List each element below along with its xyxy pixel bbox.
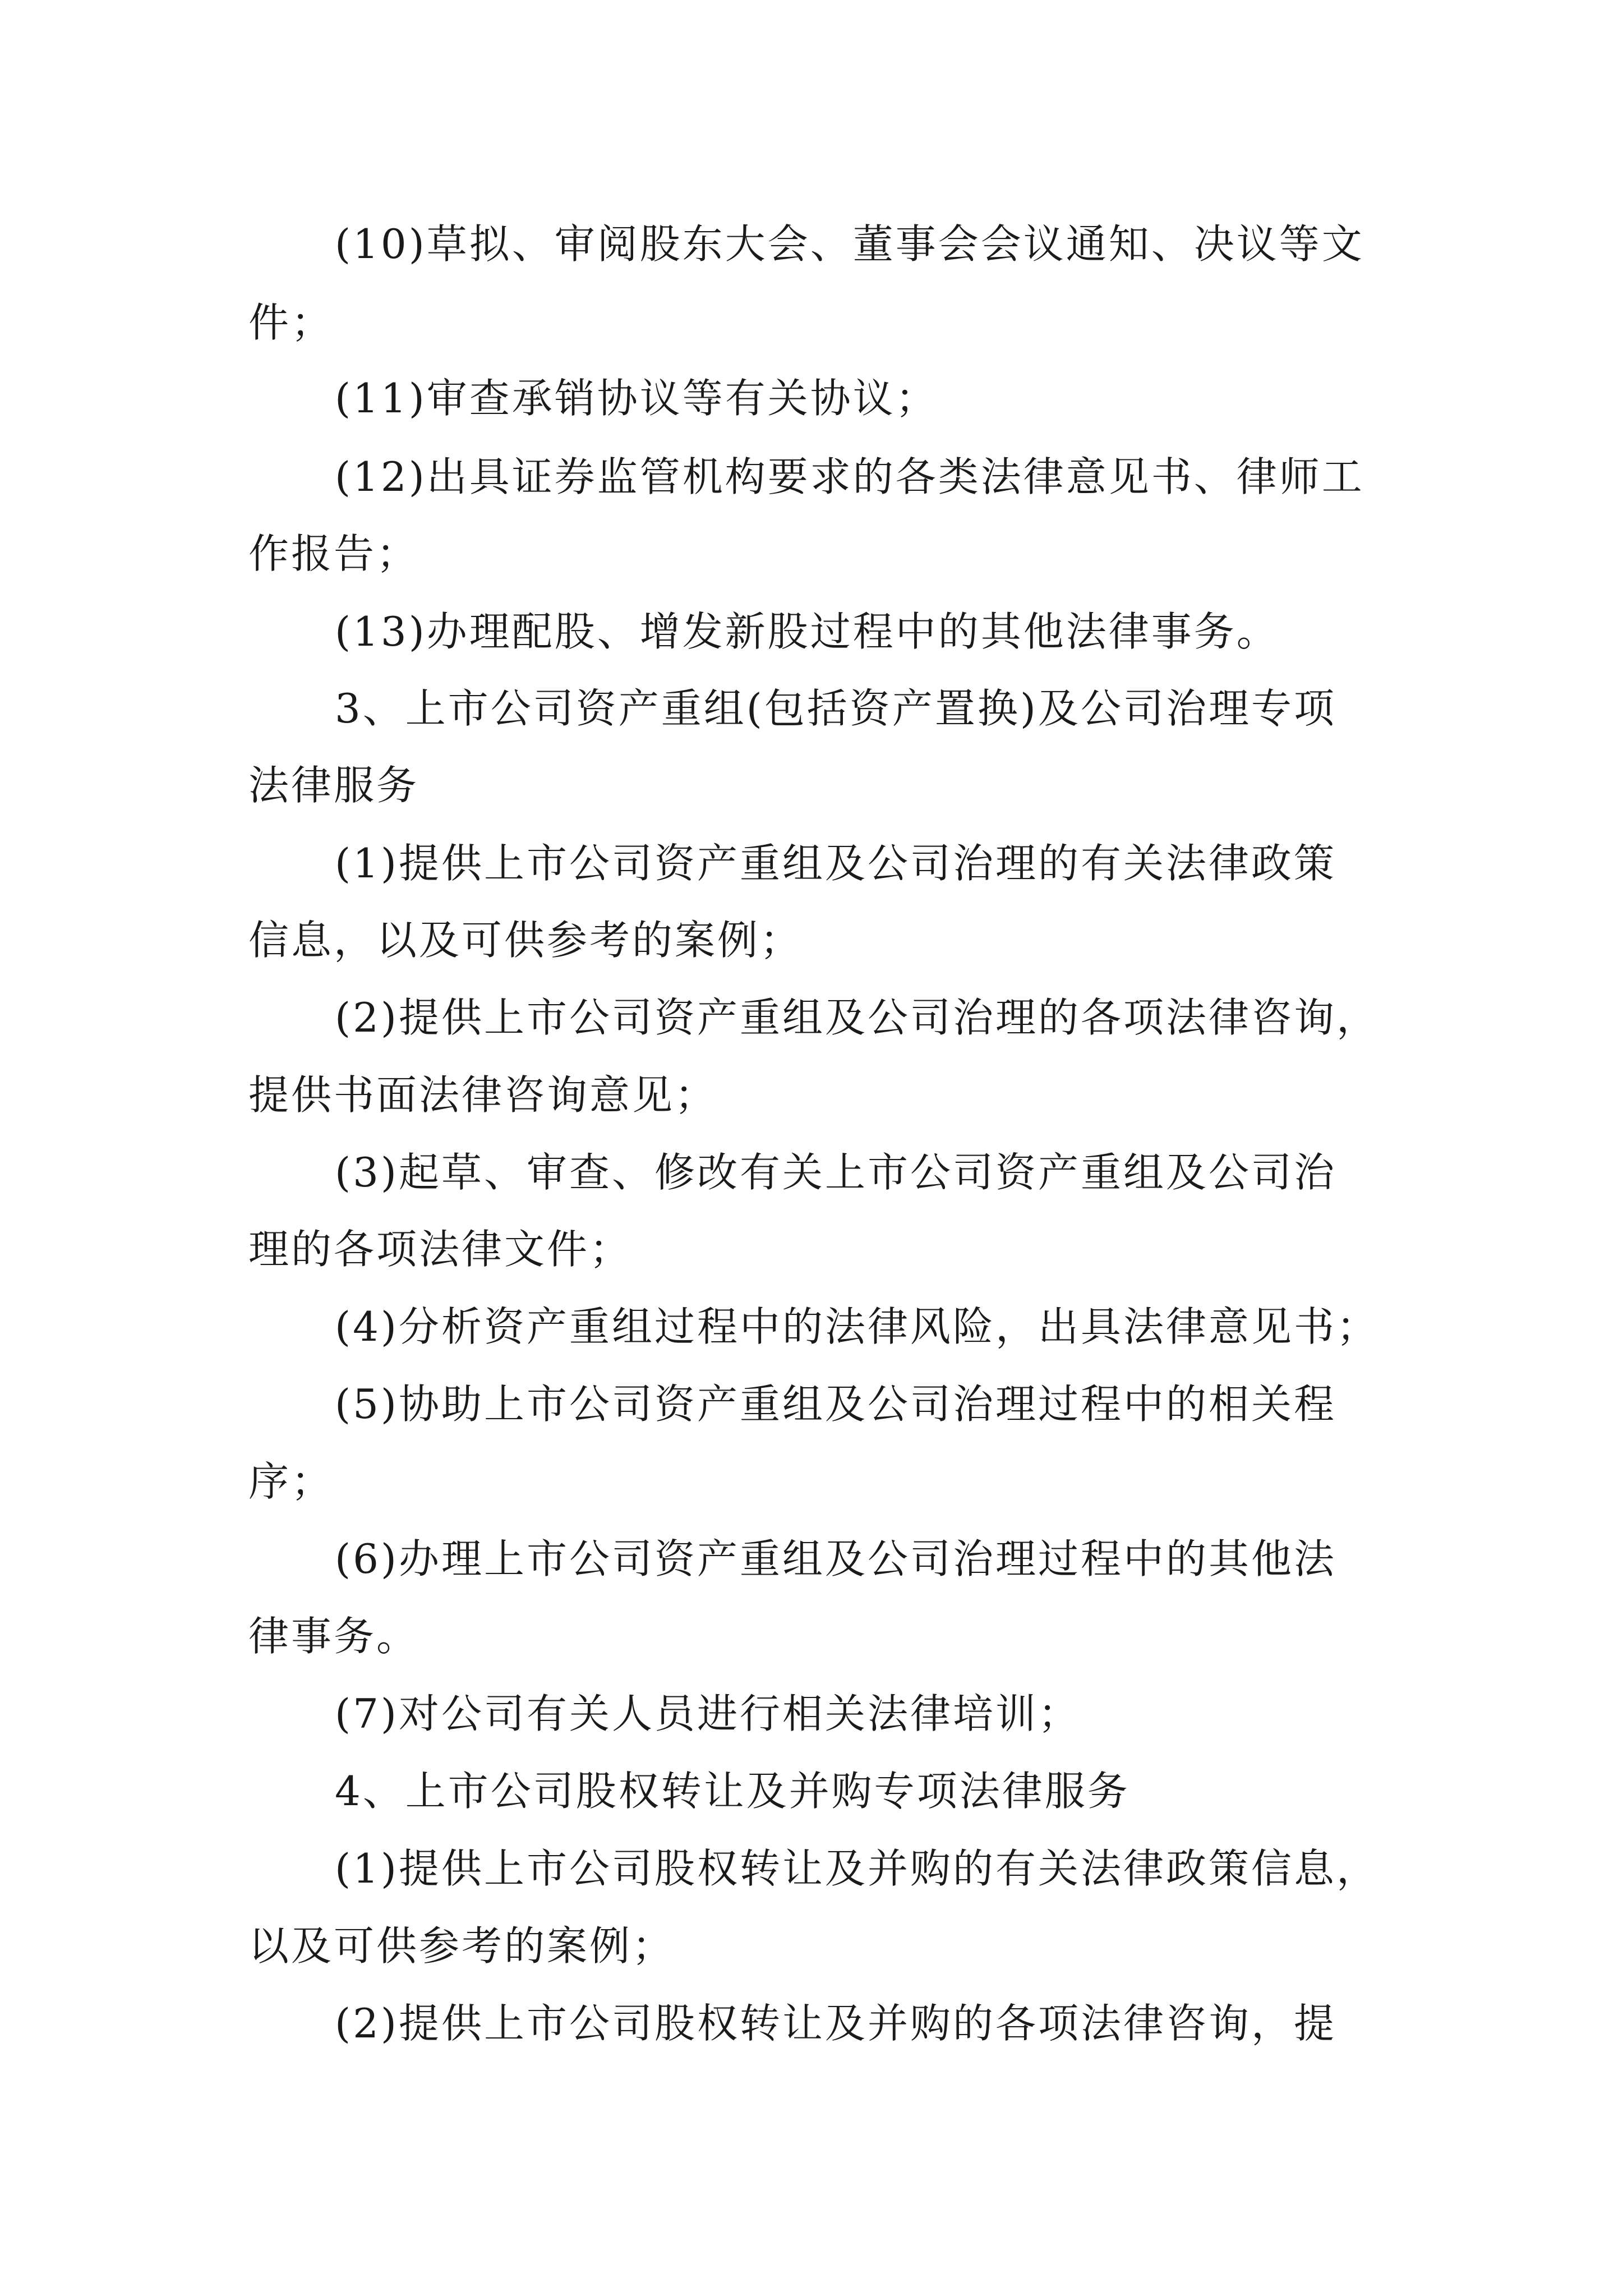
text-line: 律事务。 — [248, 1613, 419, 1660]
text-line: (1)提供上市公司资产重组及公司治理的有关法律政策 — [335, 840, 1336, 887]
section-heading: 4、上市公司股权转让及并购专项法律服务 — [335, 1768, 1130, 1815]
text-line: (10)草拟、审阅股东大会、董事会会议通知、决议等文 — [335, 220, 1364, 268]
text-line: (11)审查承销协议等有关协议； — [335, 375, 938, 422]
text-line: (12)出具证券监管机构要求的各类法律意见书、律师工 — [335, 453, 1364, 500]
section-heading-cont: 法律服务 — [248, 762, 419, 809]
text-line: 序； — [248, 1458, 334, 1505]
text-line: 以及可供参考的案例； — [248, 1922, 675, 1970]
text-line: (2)提供上市公司股权转让及并购的各项法律咨询，提 — [335, 2000, 1336, 2047]
text-line: 提供书面法律咨询意见； — [248, 1071, 718, 1119]
text-line: 理的各项法律文件； — [248, 1226, 633, 1273]
text-line: 作报告； — [248, 530, 419, 577]
section-heading: 3、上市公司资产重组(包括资产置换)及公司治理专项 — [335, 685, 1336, 732]
text-line: (4)分析资产重组过程中的法律风险，出具法律意见书； — [335, 1303, 1379, 1350]
text-line: (2)提供上市公司资产重组及公司治理的各项法律咨询， — [335, 994, 1379, 1041]
text-line: 件； — [248, 299, 334, 346]
text-line: (13)办理配股、增发新股过程中的其他法律事务。 — [335, 608, 1279, 655]
text-line: (5)协助上市公司资产重组及公司治理过程中的相关程 — [335, 1381, 1336, 1428]
text-line: (1)提供上市公司股权转让及并购的有关法律政策信息， — [335, 1845, 1379, 1892]
text-line: 信息，以及可供参考的案例； — [248, 917, 803, 964]
text-line: (6)办理上市公司资产重组及公司治理过程中的其他法 — [335, 1535, 1336, 1582]
text-line: (7)对公司有关人员进行相关法律培训； — [335, 1690, 1081, 1737]
text-line: (3)起草、审查、修改有关上市公司资产重组及公司治 — [335, 1149, 1336, 1196]
